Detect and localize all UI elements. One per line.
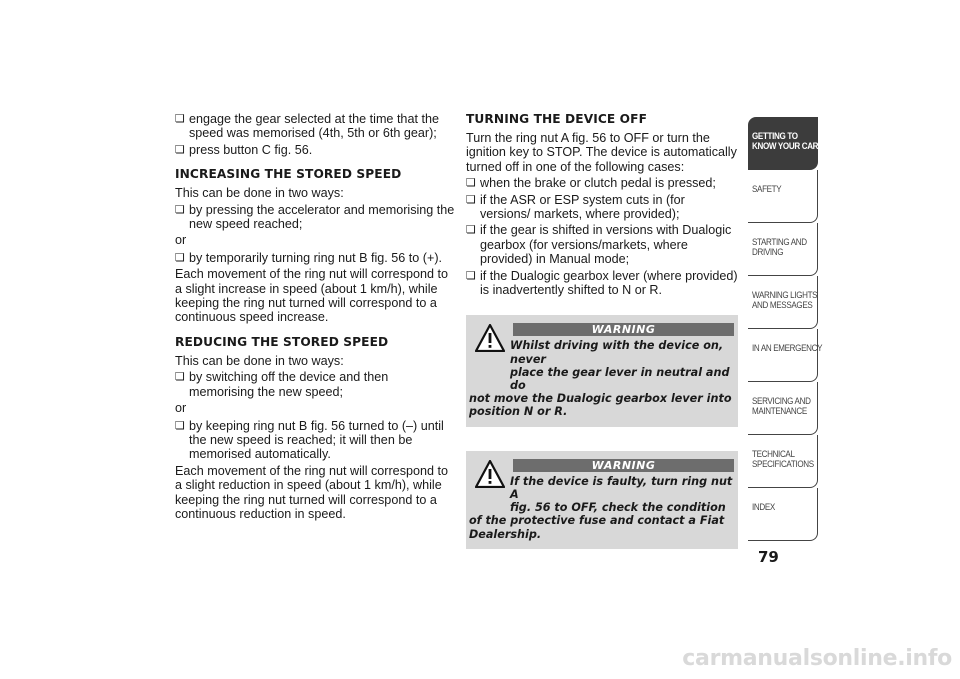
tab-in-an-emergency[interactable] <box>748 329 823 382</box>
tab-starting-and-driving[interactable] <box>748 223 818 276</box>
tab-warning-lights-and-messages[interactable] <box>748 276 818 329</box>
section-tabs <box>748 117 823 541</box>
tab-label-line-1: SAFETY <box>752 183 782 194</box>
warning-line-1: If the device is faulty, turn ring nut A <box>510 474 733 501</box>
tab-label-line-1: WARNING LIGHTS <box>752 289 818 300</box>
tab-label-line-1: STARTING AND <box>752 236 807 247</box>
tab-label-line-1: GETTING TO <box>752 130 798 141</box>
watermark-text: carmanualsonline.info <box>682 646 952 671</box>
warning-title: WARNING <box>513 323 734 336</box>
warning-text <box>469 339 734 418</box>
warning-triangle-icon <box>475 324 505 352</box>
increase-bullet-accelerator: ❏ by pressing the accelerator and memorising the new speed reached; <box>175 203 455 232</box>
warning-triangle-icon <box>475 460 505 488</box>
increase-intro: This can be done in two ways: <box>175 186 344 201</box>
bullet-press-button-c: ❏ press button C fig. 56. <box>175 143 455 157</box>
tab-label-line-2: SPECIFICATIONS <box>752 458 814 469</box>
increase-or: or <box>175 233 187 248</box>
tab-technical-specifications[interactable] <box>748 435 818 488</box>
warning-title: WARNING <box>513 459 734 472</box>
warning-box-faulty-device <box>466 451 738 549</box>
page-number: 79 <box>758 548 779 566</box>
warning-rest: not move the Dualogic gearbox lever into position N or R. <box>469 392 732 419</box>
right-column <box>466 112 738 549</box>
reduce-intro: This can be done in two ways: <box>175 353 344 368</box>
reduce-bullet-ring-nut: ❏ by keeping ring nut B fig. 56 turned to (–) until the new speed is reached; it will then be memorised automatically. <box>175 419 455 462</box>
heading-turning-off: TURNING THE DEVICE OFF <box>466 112 647 126</box>
tab-label-line-2: KNOW YOUR CAR <box>752 140 819 151</box>
tab-label-line-1: TECHNICAL <box>752 448 795 459</box>
reduce-or: or <box>175 401 187 416</box>
heading-reducing-speed: REDUCING THE STORED SPEED <box>175 334 389 349</box>
off-bullet-gear-shift: ❏ if the gear is shifted in versions with Dualogic gearbox (for versions/markets, where provided) in Manual mode; <box>466 223 738 266</box>
warning-box-neutral <box>466 315 738 426</box>
left-column <box>175 112 455 523</box>
tab-label-line-1: SERVICING AND <box>752 395 811 406</box>
reduce-bullet-switch-off: ❏ by switching off the device and then memorising the new speed; <box>175 370 455 399</box>
off-bullet-brake: ❏ when the brake or clutch pedal is pressed; <box>466 176 738 190</box>
tab-label-line-1: INDEX <box>752 501 775 512</box>
warning-line-2: place the gear lever in neutral and do <box>510 365 730 393</box>
tab-safety[interactable] <box>748 170 818 223</box>
warning-line-2: fig. 56 to OFF, check the condition <box>510 501 726 515</box>
tab-index[interactable] <box>748 488 818 541</box>
warning-line-1: Whilst driving with the device on, never <box>510 339 724 366</box>
reduce-note: Each movement of the ring nut will correspond to a slight reduction in speed (about 1 km/h), while keeping the ring nut turned will correspond to a continuous reduction in speed. <box>175 463 449 521</box>
turning-off-intro: Turn the ring nut A fig. 56 to OFF or turn the ignition key to STOP. The device is automatically turned off in one of the following cases: <box>466 131 737 174</box>
tab-label-line-1: IN AN EMERGENCY <box>752 342 823 353</box>
warning-rest: of the protective fuse and contact a Fiat Dealership. <box>469 514 725 541</box>
increase-note: Each movement of the ring nut will correspond to a slight increase in speed (about 1 km/h), while keeping the ring nut turned will correspond to a continuous speed increase. <box>175 267 449 325</box>
tab-servicing-and-maintenance[interactable] <box>748 382 818 435</box>
tab-getting-to-know-your-car[interactable] <box>748 117 818 170</box>
tab-label-line-2: AND MESSAGES <box>752 299 813 310</box>
off-bullet-asr-esp: ❏ if the ASR or ESP system cuts in (for versions/ markets, where provided); <box>466 193 738 222</box>
heading-increasing-speed: INCREASING THE STORED SPEED <box>175 167 402 182</box>
warning-text <box>469 475 734 541</box>
increase-bullet-ring-nut: ❏ by temporarily turning ring nut B fig. 56 to (+). <box>175 251 455 265</box>
tab-label-line-2: MAINTENANCE <box>752 405 807 416</box>
off-bullet-dualogic-lever: ❏ if the Dualogic gearbox lever (where provided) is inadvertently shifted to N or R. <box>466 269 738 298</box>
bullet-engage-gear: ❏ engage the gear selected at the time that the speed was memorised (4th, 5th or 6th gear); <box>175 112 455 141</box>
tab-label-line-2: DRIVING <box>752 246 784 257</box>
